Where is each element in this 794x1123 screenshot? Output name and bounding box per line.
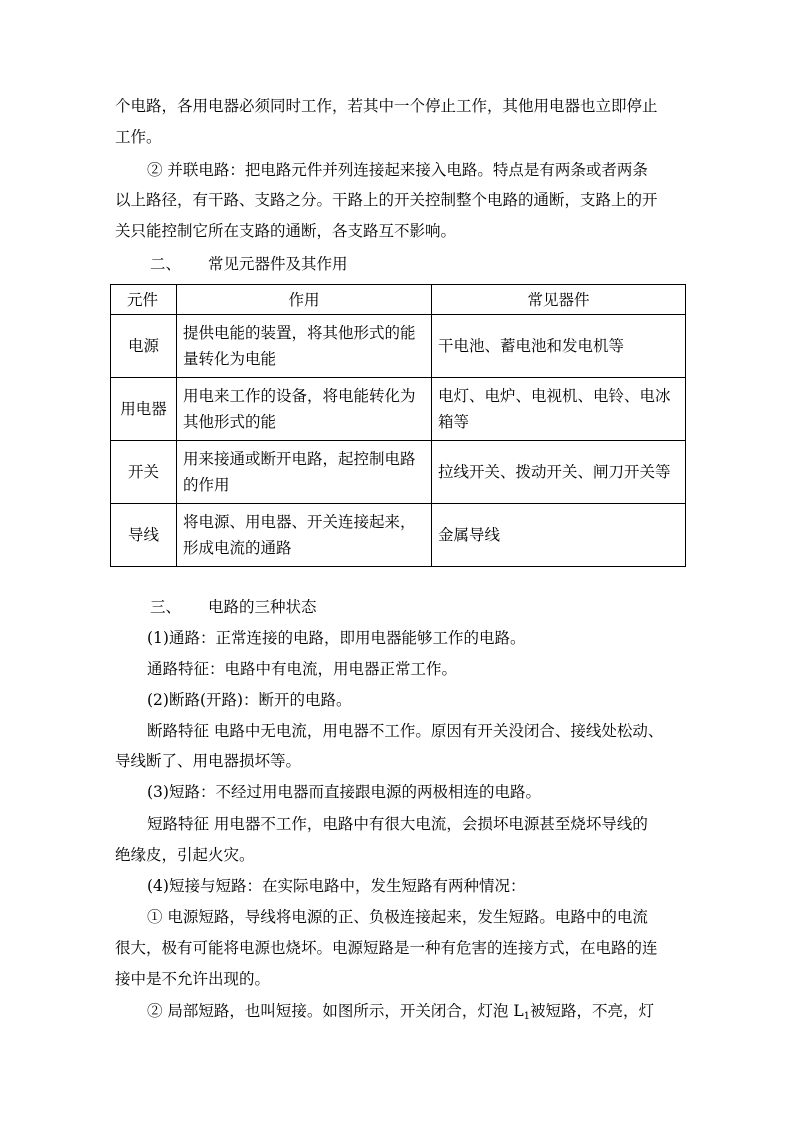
series-circuit-text-line: 工作。 (115, 128, 162, 146)
section-number: 三、 (150, 598, 182, 616)
short-circuit-feature-line: 绝缘皮，引起火灾。 (115, 846, 255, 864)
parallel-circuit-text-line: 关只能控制它所在支路的通断，各支路互不影响。 (115, 222, 457, 240)
section-heading-2 (150, 254, 720, 274)
series-circuit-text-line: 个电路，各用电器必须同时工作，若其中一个停止工作，其他用电器也立即停止 (115, 97, 658, 115)
open-circuit-state: (1)通路：正常连接的电路，即用电器能够工作的电路。 (147, 629, 526, 647)
components-table (110, 284, 686, 567)
section-heading-3 (150, 597, 720, 617)
component-function: 提供电能的装置，将其他形式的能 量转化为电能 (177, 315, 432, 378)
component-name: 开关 (111, 441, 177, 504)
section-title: 电路的三种状态 (208, 598, 317, 616)
component-name: 导线 (111, 504, 177, 567)
section-title: 常见元器件及其作用 (208, 255, 348, 273)
table-header-row (111, 285, 686, 315)
component-examples: 电灯、电炉、电视机、电铃、电冰 箱等 (432, 378, 686, 441)
parallel-circuit-text-line: 以上路径，有干路、支路之分。干路上的开关控制整个电路的通断，支路上的开 (115, 191, 658, 209)
column-header: 常见器件 (432, 285, 686, 315)
table-row (111, 504, 686, 567)
table-row (111, 315, 686, 378)
short-circuit-state: (3)短路：不经过用电器而直接跟电源的两极相连的电路。 (147, 783, 541, 801)
component-examples: 干电池、蓄电池和发电机等 (432, 315, 686, 378)
short-connection-intro: (4)短接与短路：在实际电路中，发生短路有两种情况： (147, 877, 526, 895)
broken-circuit-state: (2)断路(开路)：断开的电路。 (147, 691, 352, 709)
parallel-circuit-text-line: ② 并联电路：把电路元件并列连接起来接入电路。特点是有两条或者两条 (147, 161, 648, 179)
broken-circuit-feature-line: 断路特征 电路中无电流，用电器不工作。原因有开关没闭合、接线处松动、 (147, 722, 664, 740)
table-row (111, 441, 686, 504)
power-short-circuit-line: 很大，极有可能将电源也烧坏。电源短路是一种有危害的连接方式，在电路的连 (115, 939, 658, 957)
column-header: 作用 (177, 285, 432, 315)
component-examples: 金属导线 (432, 504, 686, 567)
table-row (111, 378, 686, 441)
power-short-circuit-line: ① 电源短路，导线将电源的正、负极连接起来，发生短路。电路中的电流 (147, 908, 648, 926)
broken-circuit-feature-line: 导线断了、用电器损坏等。 (115, 752, 302, 770)
section-number: 二、 (150, 255, 182, 273)
power-short-circuit-line: 接中是不允许出现的。 (115, 970, 271, 988)
component-examples: 拉线开关、拨动开关、闸刀开关等 (432, 441, 686, 504)
short-circuit-feature-line: 短路特征 用电器不工作，电路中有很大电流，会损坏电源甚至烧坏导线的 (147, 815, 648, 833)
component-name: 用电器 (111, 378, 177, 441)
component-function: 用电来工作的设备，将电能转化为 其他形式的能 (177, 378, 432, 441)
partial-short-circuit-line: ② 局部短路，也叫短接。如图所示，开关闭合，灯泡 $L_1$被短路，不亮，灯 (147, 1002, 655, 1022)
component-name: 电源 (111, 315, 177, 378)
component-function: 将电源、用电器、开关连接起来， 形成电流的通路 (177, 504, 432, 567)
component-function: 用来接通或断开电路，起控制电路 的作用 (177, 441, 432, 504)
column-header: 元件 (111, 285, 177, 315)
closed-circuit-feature: 通路特征：电路中有电流，用电器正常工作。 (147, 660, 458, 678)
